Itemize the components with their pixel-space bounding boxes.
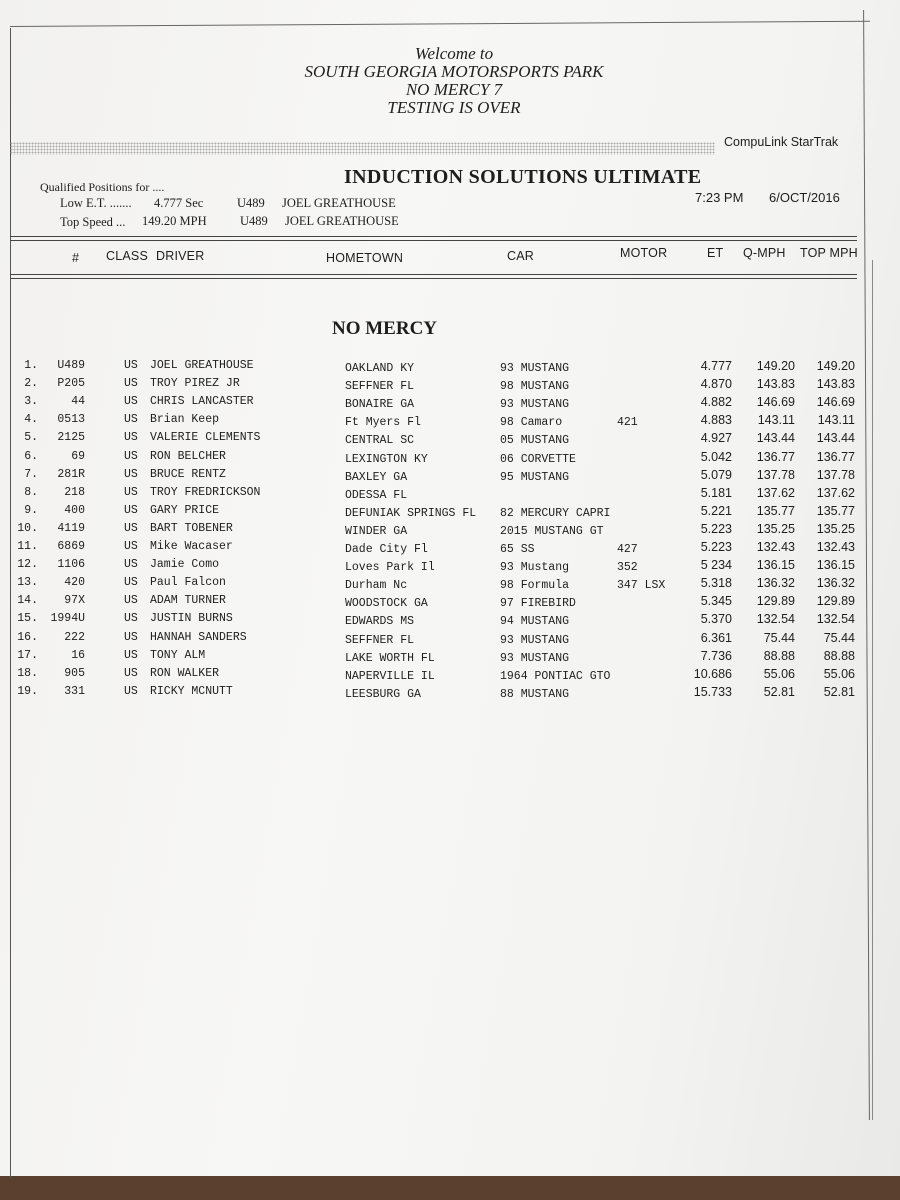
report-date: 6/OCT/2016 [769, 190, 840, 205]
driver-cell: BRUCE RENTZ [150, 467, 226, 481]
driver-cell: JUSTIN BURNS [150, 612, 233, 626]
class-cell: US [124, 648, 138, 662]
driver-cell: GARY PRICE [150, 503, 220, 517]
car-cell: 82 MERCURY CAPRI [500, 506, 611, 520]
table-row [0, 450, 900, 468]
q-mph-cell: 75.44 [763, 630, 795, 645]
header-rule-1 [10, 236, 857, 237]
class-title: INDUCTION SOLUTIONS ULTIMATE [344, 166, 702, 188]
position-cell: 2. [24, 377, 38, 391]
car-cell: 98 Camaro [500, 416, 563, 430]
q-mph-cell: 146.69 [756, 395, 795, 410]
car-number-cell: U489 [57, 359, 85, 372]
hometown-cell: OAKLAND KY [345, 362, 415, 375]
position-cell: 14. [17, 594, 38, 608]
hometown-cell: Dade City Fl [345, 543, 428, 556]
car-number-cell: 905 [64, 666, 85, 680]
car-number-cell: 1994U [50, 612, 85, 626]
col-motor: MOTOR [620, 246, 668, 260]
hometown-cell: CENTRAL SC [345, 434, 415, 448]
car-cell: 93 Mustang [500, 561, 570, 575]
driver-cell: Jamie Como [150, 558, 220, 572]
driver-cell: RON BELCHER [150, 449, 226, 463]
class-cell: US [124, 630, 138, 644]
table-row [0, 377, 900, 395]
q-mph-cell: 135.25 [756, 521, 795, 536]
hometown-cell: LEXINGTON KY [345, 452, 428, 466]
car-cell: 93 MUSTANG [500, 651, 570, 665]
elapsed-time-cell: 5.221 [700, 503, 732, 518]
top-mph-cell: 136.15 [816, 558, 855, 573]
table-row [0, 612, 900, 630]
driver-cell: TROY PIREZ JR [150, 377, 240, 391]
hometown-cell: DEFUNIAK SPRINGS FL [345, 506, 477, 520]
table-row [0, 504, 900, 522]
hometown-cell: NAPERVILLE IL [345, 669, 435, 683]
driver-cell: JOEL GREATHOUSE [150, 359, 254, 372]
header-rule-4 [10, 278, 857, 279]
driver-cell: Mike Wacaser [150, 540, 233, 553]
car-number-cell: 44 [71, 395, 85, 409]
elapsed-time-cell: 6.361 [700, 630, 732, 645]
position-cell: 17. [17, 648, 38, 662]
car-number-cell: 4119 [57, 521, 85, 535]
top-speed-driver: JOEL GREATHOUSE [285, 214, 399, 228]
car-number-cell: 6869 [57, 540, 85, 553]
top-speed-value: 149.20 MPH [142, 214, 207, 228]
elapsed-time-cell: 5 234 [700, 558, 732, 573]
low-et-car: U489 [237, 196, 265, 210]
position-cell: 12. [17, 558, 38, 572]
car-cell: 98 Formula [500, 579, 570, 593]
class-cell: US [124, 395, 138, 409]
car-number-cell: 420 [64, 576, 85, 590]
driver-cell: RON WALKER [150, 666, 220, 680]
col-hometown: HOMETOWN [326, 251, 404, 265]
q-mph-cell: 55.06 [763, 666, 795, 681]
table-row [0, 594, 900, 612]
car-cell: 94 MUSTANG [500, 615, 570, 629]
car-number-cell: 331 [64, 684, 85, 698]
class-cell: US [124, 666, 138, 680]
welcome-line-4: TESTING IS OVER [387, 98, 521, 117]
driver-cell: Paul Falcon [150, 576, 226, 590]
car-cell: 2015 MUSTANG GT [500, 524, 604, 538]
class-cell: US [124, 431, 138, 445]
car-number-cell: 16 [71, 648, 85, 662]
position-cell: 15. [17, 612, 38, 626]
elapsed-time-cell: 4.870 [700, 377, 732, 392]
class-cell: US [124, 594, 138, 608]
elapsed-time-cell: 4.882 [700, 395, 732, 410]
elapsed-time-cell: 5.223 [700, 540, 732, 554]
table-row [0, 413, 900, 431]
position-cell: 5. [24, 431, 38, 445]
table-row [0, 685, 900, 703]
car-cell: 98 MUSTANG [500, 380, 570, 394]
car-cell: 65 SS [500, 543, 535, 556]
top-mph-cell: 75.44 [823, 630, 855, 645]
q-mph-cell: 132.54 [756, 612, 795, 627]
hometown-cell: LEESBURG GA [345, 687, 421, 701]
driver-cell: ADAM TURNER [150, 594, 226, 608]
car-cell: 06 CORVETTE [500, 452, 576, 466]
q-mph-cell: 135.77 [756, 503, 795, 518]
header-rule-3 [10, 274, 857, 275]
table-row [0, 486, 900, 504]
q-mph-cell: 143.44 [756, 431, 795, 446]
class-cell: US [124, 467, 138, 481]
q-mph-cell: 137.62 [756, 485, 795, 500]
class-cell: US [124, 684, 138, 698]
elapsed-time-cell: 7.736 [700, 648, 732, 663]
hometown-cell: Durham Nc [345, 579, 408, 593]
q-mph-cell: 136.32 [756, 576, 795, 591]
car-cell: 05 MUSTANG [500, 434, 570, 448]
q-mph-cell: 136.77 [756, 449, 795, 464]
col-qmph: Q-MPH [743, 246, 786, 260]
top-mph-cell: 136.32 [816, 576, 855, 591]
class-cell: US [124, 485, 138, 499]
car-cell: 97 FIREBIRD [500, 597, 576, 611]
top-speed-car: U489 [240, 214, 268, 228]
car-cell: 93 MUSTANG [500, 398, 570, 412]
top-mph-cell: 88.88 [823, 648, 855, 663]
motor-cell: 347 LSX [617, 579, 666, 593]
elapsed-time-cell: 5.223 [700, 521, 732, 536]
position-cell: 11. [17, 540, 38, 553]
elapsed-time-cell: 5.345 [700, 594, 732, 609]
position-cell: 7. [24, 467, 38, 481]
motor-cell: 352 [617, 561, 638, 575]
page-border-top [10, 21, 870, 27]
driver-cell: VALERIE CLEMENTS [150, 431, 261, 445]
car-cell: 95 MUSTANG [500, 470, 570, 484]
hometown-cell: BAXLEY GA [345, 470, 408, 484]
driver-cell: RICKY MCNUTT [150, 684, 233, 698]
header-rule-2 [10, 240, 857, 241]
position-cell: 3. [24, 395, 38, 409]
welcome-line-2: SOUTH GEORGIA MOTORSPORTS PARK [304, 62, 604, 81]
dotted-separator [10, 142, 715, 155]
table-row [0, 667, 900, 685]
car-number-cell: 2125 [57, 431, 85, 445]
col-class: CLASS [106, 249, 148, 263]
col-car: CAR [507, 249, 534, 263]
class-cell: US [124, 359, 138, 372]
car-cell: 1964 PONTIAC GTO [500, 669, 611, 683]
qualified-label: Qualified Positions for .... [40, 180, 165, 194]
welcome-header [0, 45, 900, 117]
table-row [0, 431, 900, 449]
driver-cell: BART TOBENER [150, 521, 233, 535]
table-row [0, 540, 900, 558]
hometown-cell: WINDER GA [345, 524, 408, 538]
car-number-cell: 281R [57, 467, 85, 481]
motor-cell: 427 [617, 543, 638, 556]
position-cell: 1. [24, 359, 38, 372]
hometown-cell: EDWARDS MS [345, 615, 415, 629]
system-name: CompuLink StarTrak [724, 135, 839, 149]
welcome-line-1: Welcome to [414, 44, 494, 63]
top-mph-cell: 137.62 [816, 485, 855, 500]
driver-cell: CHRIS LANCASTER [150, 395, 254, 409]
class-cell: US [124, 503, 138, 517]
q-mph-cell: 136.15 [756, 558, 795, 573]
hometown-cell: Ft Myers Fl [345, 416, 421, 430]
table-row [0, 649, 900, 667]
class-cell: US [124, 540, 138, 553]
table-row [0, 395, 900, 413]
hometown-cell: Loves Park Il [345, 561, 435, 575]
table-row [0, 359, 900, 377]
col-topmph: TOP MPH [800, 246, 858, 260]
motor-cell: 421 [617, 416, 638, 430]
top-mph-cell: 136.77 [816, 449, 855, 464]
car-number-cell: P205 [57, 377, 85, 391]
elapsed-time-cell: 5.370 [700, 612, 732, 627]
q-mph-cell: 132.43 [756, 540, 795, 554]
elapsed-time-cell: 15.733 [693, 684, 732, 699]
elapsed-time-cell: 4.883 [700, 413, 732, 428]
car-number-cell: 1106 [57, 558, 85, 572]
top-mph-cell: 135.77 [816, 503, 855, 518]
class-cell: US [124, 612, 138, 626]
top-mph-cell: 143.83 [816, 377, 855, 392]
position-cell: 19. [17, 684, 38, 698]
low-et-label: Low E.T. ....... [60, 196, 132, 210]
position-cell: 13. [17, 576, 38, 590]
car-cell: 93 MUSTANG [500, 633, 570, 647]
driver-cell: TROY FREDRICKSON [150, 485, 261, 499]
elapsed-time-cell: 5.318 [700, 576, 732, 591]
q-mph-cell: 137.78 [756, 467, 795, 482]
low-et-driver: JOEL GREATHOUSE [282, 196, 396, 210]
top-mph-cell: 143.11 [817, 413, 855, 428]
class-cell: US [124, 377, 138, 391]
position-cell: 4. [24, 413, 38, 427]
hometown-cell: SEFFNER FL [345, 380, 415, 394]
hometown-cell: SEFFNER FL [345, 633, 415, 647]
position-cell: 6. [24, 449, 38, 463]
table-row [0, 631, 900, 649]
class-cell: US [124, 449, 138, 463]
position-cell: 18. [17, 666, 38, 680]
car-cell: 93 MUSTANG [500, 362, 570, 375]
q-mph-cell: 149.20 [756, 359, 795, 373]
table-row [0, 468, 900, 486]
top-mph-cell: 132.43 [816, 540, 855, 554]
class-cell: US [124, 521, 138, 535]
car-number-cell: 218 [64, 485, 85, 499]
col-num: # [72, 251, 80, 265]
top-mph-cell: 149.20 [816, 359, 855, 373]
position-cell: 8. [24, 485, 38, 499]
hometown-cell: WOODSTOCK GA [345, 597, 428, 611]
top-mph-cell: 52.81 [823, 684, 855, 699]
car-number-cell: 69 [71, 449, 85, 463]
elapsed-time-cell: 10.686 [693, 666, 732, 681]
position-cell: 9. [24, 503, 38, 517]
table-row [0, 576, 900, 594]
top-mph-cell: 137.78 [816, 467, 855, 482]
top-speed-label: Top Speed ... [60, 215, 126, 229]
class-cell: US [124, 413, 138, 427]
welcome-line-3: NO MERCY 7 [405, 80, 503, 99]
col-driver: DRIVER [156, 249, 205, 263]
table-row [0, 522, 900, 540]
elapsed-time-cell: 5.181 [700, 485, 732, 500]
col-et: ET [707, 246, 724, 260]
hometown-cell: BONAIRE GA [345, 398, 415, 412]
q-mph-cell: 88.88 [763, 648, 795, 663]
q-mph-cell: 129.89 [756, 594, 795, 609]
q-mph-cell: 143.11 [757, 413, 795, 428]
hometown-cell: ODESSA FL [345, 488, 408, 502]
driver-cell: Brian Keep [150, 413, 220, 427]
driver-cell: TONY ALM [150, 648, 206, 662]
top-mph-cell: 132.54 [816, 612, 855, 627]
top-mph-cell: 135.25 [816, 521, 855, 536]
car-number-cell: 222 [64, 630, 85, 644]
top-mph-cell: 129.89 [816, 594, 855, 609]
top-mph-cell: 55.06 [823, 666, 855, 681]
class-cell: US [124, 558, 138, 572]
elapsed-time-cell: 5.079 [700, 467, 732, 482]
top-mph-cell: 143.44 [816, 431, 855, 446]
hometown-cell: LAKE WORTH FL [345, 651, 435, 665]
table-row [0, 558, 900, 576]
class-cell: US [124, 576, 138, 590]
elapsed-time-cell: 5.042 [700, 449, 732, 464]
car-cell: 88 MUSTANG [500, 687, 570, 701]
position-cell: 10. [17, 521, 38, 535]
low-et-row [60, 196, 132, 211]
elapsed-time-cell: 4.927 [700, 431, 732, 446]
q-mph-cell: 52.81 [763, 684, 795, 699]
q-mph-cell: 143.83 [756, 377, 795, 392]
car-number-cell: 0513 [57, 413, 85, 427]
elapsed-time-cell: 4.777 [700, 359, 732, 373]
section-title: NO MERCY [332, 318, 438, 339]
low-et-value: 4.777 Sec [154, 196, 204, 210]
car-number-cell: 400 [64, 503, 85, 517]
top-mph-cell: 146.69 [816, 395, 855, 410]
car-number-cell: 97X [64, 594, 85, 608]
report-time: 7:23 PM [695, 190, 744, 205]
position-cell: 16. [17, 630, 38, 644]
driver-cell: HANNAH SANDERS [150, 630, 247, 644]
